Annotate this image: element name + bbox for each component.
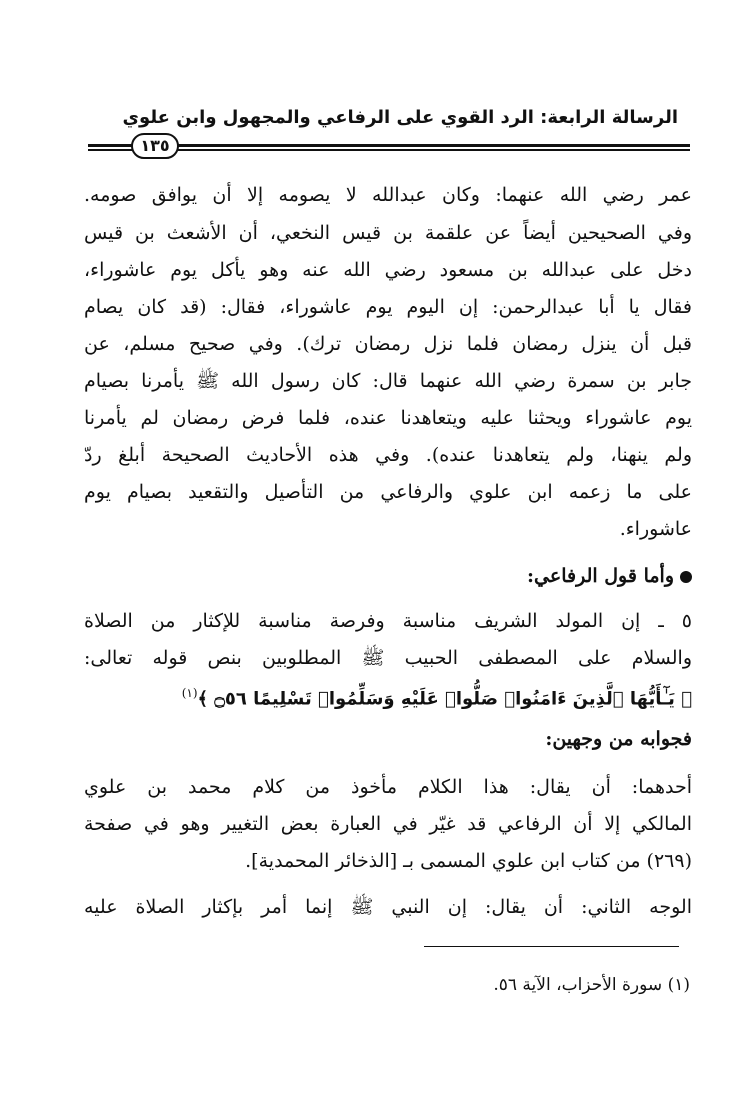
body-line: ولم ينهنا، ولم يتعاهدنا عنده). وفي هذه الأحاديث الصحيحة أبلغ ردّ: [84, 444, 692, 466]
subheading-rifai-statement: [84, 563, 692, 589]
body-line: على ما زعمه ابن علوي والرفاعي من التأصيل والتقعيد بصيام يوم: [84, 481, 692, 503]
page-header-title: الرسالة الرابعة: الرد القوي على الرفاعي والمجهول وابن علوي: [122, 107, 678, 128]
body-line: جابر بن سمرة رضي الله عنهما قال: كان رسول الله ﷺ يأمرنا بصيام: [84, 370, 692, 392]
point-line: ٥ ـ إن المولد الشريف مناسبة وفرصة مناسبة للإكثار من الصلاة: [84, 610, 692, 632]
footnote-separator: [424, 946, 679, 947]
body-line: يوم عاشوراء ويحثنا عليه ويتعاهدنا عنده، فلما فرض رمضان لم يأمرنا: [84, 407, 692, 429]
body-line: دخل على عبدالله بن مسعود رضي الله عنه وهو يأكل يوم عاشوراء،: [84, 259, 692, 281]
header-rule-right: [178, 144, 690, 151]
answer-line: الوجه الثاني: أن يقال: إن النبي ﷺ إنما أمر بإكثار الصلاة عليه: [84, 896, 692, 918]
quran-verse: ﴿ يَـٰٓأَيُّهَا ٱلَّذِينَ ءَامَنُوا۟ صَلُّوا۟ عَلَيْهِ وَسَلِّمُوا۟ تَسْلِيمًا ۝٥٦ ﴾: [197, 688, 692, 710]
page-number-badge: ١٣٥: [131, 133, 179, 159]
subheading-text: وأما قول الرفاعي:: [527, 565, 674, 587]
point-line: والسلام على المصطفى الحبيب ﷺ المطلوبين بنص قوله تعالى:: [84, 647, 692, 669]
answer-line: المالكي إلا أن الرفاعي قد غيّر في العبارة بعض التغيير وهو في صفحة: [84, 813, 692, 835]
footnote-marker: (١): [181, 686, 198, 700]
subheading-answer: فجوابه من وجهين:: [545, 728, 692, 750]
body-line: فقال يا أبا عبدالرحمن: إن اليوم يوم عاشوراء، فقال: (قد كان يصام: [84, 296, 692, 318]
answer-line: (٢٦٩) من كتاب ابن علوي المسمى بـ [الذخائر المحمدية].: [245, 850, 692, 872]
body-line: عمر رضي الله عنهما: وكان عبدالله لا يصومه إلا أن يوافق صومه.: [84, 184, 692, 206]
answer-line: أحدهما: أن يقال: هذا الكلام مأخوذ من كلام محمد بن علوي: [84, 776, 692, 798]
bullet-icon: [680, 571, 692, 583]
body-line: قبل أن ينزل رمضان فلما نزل رمضان ترك). وفي صحيح مسلم، عن: [84, 333, 692, 355]
body-line: عاشوراء.: [619, 518, 692, 540]
footnote: (١) سورة الأحزاب، الآية ٥٦.: [493, 975, 690, 995]
header-rule-left: [88, 144, 134, 151]
quran-verse-line: [84, 680, 692, 712]
body-line: وفي الصحيحين أيضاً عن علقمة بن قيس النخعي، أن الأشعث بن قيس: [84, 222, 692, 244]
